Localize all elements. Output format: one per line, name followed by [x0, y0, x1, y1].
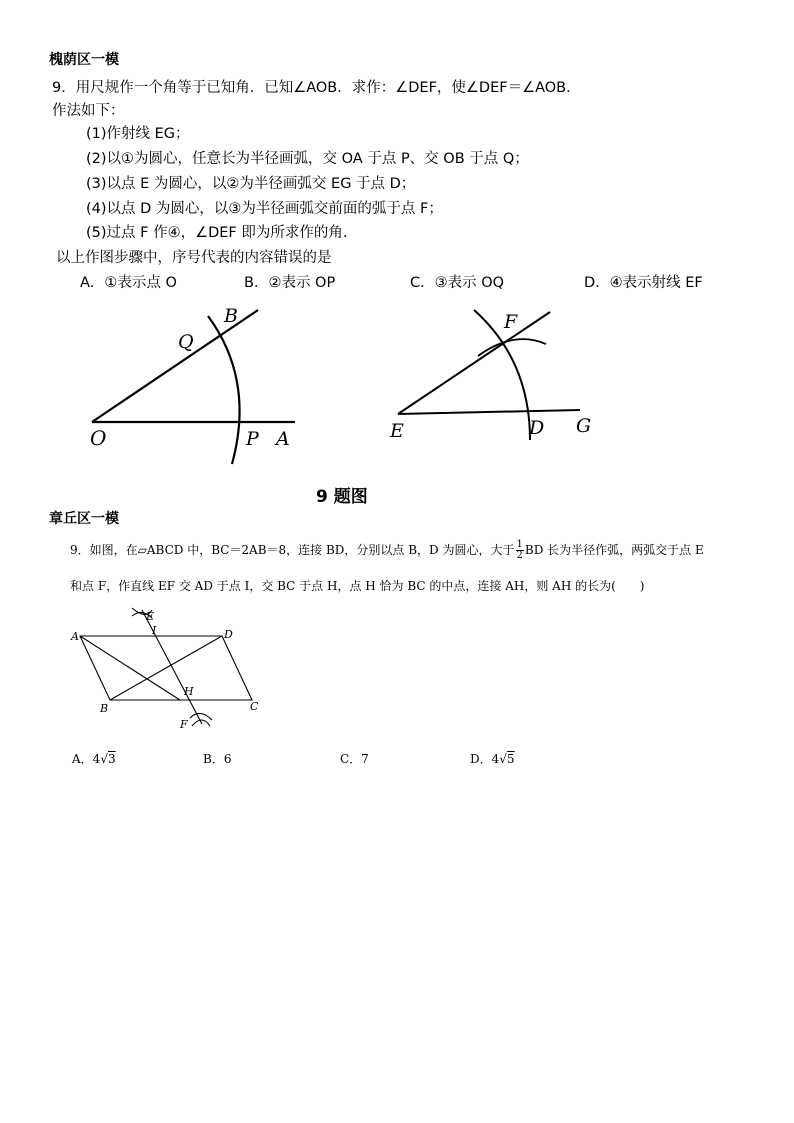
label-b2: B	[100, 702, 109, 715]
label-g: G	[576, 415, 592, 437]
question-text: 用尺规作一个角等于已知角．已知∠AOB．求作：∠DEF，使∠DEF＝∠AOB．	[75, 80, 581, 96]
label-b: B	[224, 305, 238, 327]
option-a: A．①表示点 O	[80, 275, 177, 291]
question2-line1-a: 9．如图，在▱ABCD 中，BC＝2AB＝8，连接 BD，分别以点 B，D 为圆心，大于	[70, 543, 515, 557]
q2-option-a: A．4√3	[72, 752, 116, 766]
q2-option-b-prefix: B．6	[203, 752, 232, 766]
question-number: 9．	[52, 80, 76, 96]
question2-line1	[70, 540, 704, 561]
ray-ef	[398, 312, 550, 414]
label-e2: E	[146, 610, 155, 623]
q2-option-c-prefix: C．7	[340, 752, 369, 766]
arc-df	[474, 310, 530, 440]
fraction-denominator: 2	[516, 550, 523, 561]
parallelogram-figure	[66, 602, 266, 742]
label-d2: D	[224, 628, 233, 641]
section-title-huaiyin: 槐荫区一模	[49, 52, 119, 68]
label-e: E	[390, 420, 404, 442]
question2-line2: 和点 F，作直线 EF 交 AD 于点 I，交 BC 于点 H，点 H 恰为 BC 的中点，连接 AH，则 AH 的长为( )	[70, 579, 645, 593]
q2-option-a-radicand: 3	[107, 752, 116, 766]
label-d: D	[529, 417, 545, 439]
fraction-numerator: 1	[516, 539, 523, 550]
figure-caption: 9 题图	[316, 487, 368, 507]
section-title-zhangqiu: 章丘区一模	[49, 511, 119, 527]
label-q: Q	[178, 331, 194, 353]
label-c2: C	[250, 700, 259, 713]
option-d: D．④表示射线 EF	[584, 275, 703, 291]
arc-f-1	[190, 713, 212, 720]
q2-option-a-prefix: A．4	[72, 752, 101, 766]
ray-eg	[398, 410, 580, 414]
question-stem	[52, 76, 581, 97]
label-f: F	[504, 311, 518, 333]
label-a2: A	[71, 630, 79, 643]
question2-line1-b: BD 长为半径作弧，两弧交于点 E	[524, 543, 704, 557]
option-b: B．②表示 OP	[244, 275, 336, 291]
q2-option-d-radicand: 5	[506, 752, 515, 766]
q2-option-d: D．4√5	[470, 752, 515, 766]
step-1: (1)作射线 EG；	[86, 126, 190, 142]
line-ef	[142, 610, 202, 724]
q2-option-c	[340, 750, 369, 767]
label-i2: I	[152, 624, 157, 637]
arc-pq	[208, 316, 240, 464]
angle-aob-figure	[80, 300, 320, 470]
angle-def-figure	[384, 300, 604, 470]
step-5: (5)过点 F 作④，∠DEF 即为所求作的角.	[86, 225, 348, 241]
label-h2: H	[184, 685, 194, 698]
label-f2: F	[180, 718, 188, 731]
step-4: (4)以点 D 为圆心，以③为半径画弧交前面的弧于点 F；	[86, 201, 443, 217]
label-p: P	[246, 428, 259, 450]
q2-option-d-prefix: D．4	[470, 752, 500, 766]
label-o: O	[90, 426, 107, 450]
label-a: A	[276, 428, 290, 450]
fraction-half	[516, 540, 524, 561]
q2-option-b	[203, 750, 231, 767]
step-2: (2)以①为圆心，任意长为半径画弧，交 OA 于点 P、交 OB 于点 Q；	[86, 151, 529, 167]
step-3: (3)以点 E 为圆心，以②为半径画弧交 EG 于点 D；	[86, 176, 416, 192]
question-prompt: 以上作图步骤中，序号代表的内容错误的是	[56, 250, 332, 266]
option-c: C．③表示 OQ	[410, 275, 505, 291]
method-intro: 作法如下：	[52, 103, 125, 119]
